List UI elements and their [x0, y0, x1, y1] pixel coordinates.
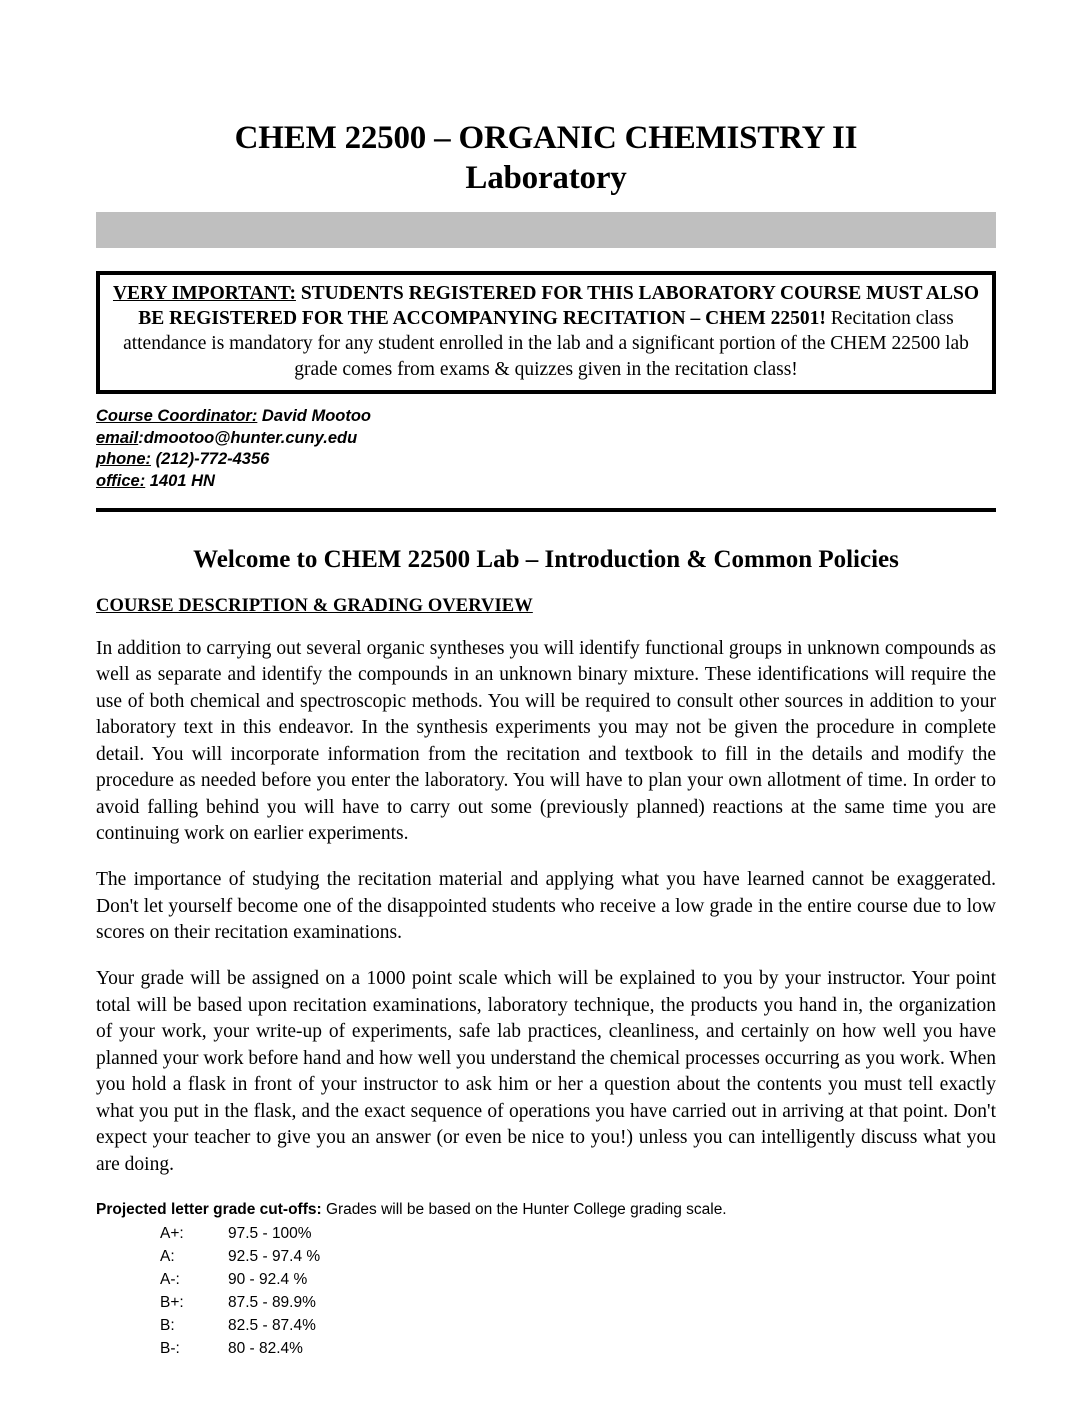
table-row	[160, 1269, 320, 1292]
table-row	[160, 1338, 320, 1361]
page-title	[96, 0, 996, 199]
grade-range: 82.5 - 87.4%	[228, 1316, 316, 1334]
very-important-normal-text: Recitation class attendance is mandatory for any student enrolled in the lab and a significant portion of the CHEM 22500 lab grade comes from exams & quizzes given in the recitation class!	[123, 307, 969, 380]
page-title-line-1: CHEM 22500 – ORGANIC CHEMISTRY II	[234, 120, 858, 156]
very-important-label: VERY IMPORTANT:	[112, 282, 296, 304]
grade-cutoffs-intro-text: Grades will be based on the Hunter College grading scale.	[321, 1201, 727, 1219]
grade-cutoffs-label: Projected letter grade cut-offs:	[96, 1201, 322, 1219]
table-row	[160, 1292, 320, 1315]
grade-cutoffs-intro	[96, 1200, 996, 1220]
phone-label: phone:	[96, 450, 151, 469]
office-row	[96, 471, 996, 493]
grade-letter: B:	[160, 1316, 175, 1334]
grade-range: 92.5 - 97.4 %	[228, 1247, 321, 1265]
page-content	[96, 0, 996, 1361]
grade-letter: A:	[160, 1247, 175, 1265]
grade-letter: B+:	[160, 1293, 184, 1311]
grade-range: 90 - 92.4 %	[228, 1270, 308, 1288]
page-title-line-2: Laboratory	[465, 160, 627, 197]
paragraph-grading-basis: Your grade will be assigned on a 1000 point scale which will be explained to you by your instructor. Your point total will be based upon recitation examinations, laboratory technique, the products you hand in, the organization of your work, your write-up of experiments, safe lab practices, cleanliness, and certainly on how well you have planned your work before hand and how well you understand the chemical processes occurring as you work. When you hold a flask in front of your instructor to ask him or her a question about the contents you must tell exactly what you put in the flask, and the exact sequence of operations you have carried out in arriving at that point. Don't expect your teacher to give you an answer (or even be nice to you!) unless you can intelligently discuss what you are doing.	[96, 968, 996, 1175]
paragraph-recitation-importance: The importance of studying the recitation material and applying what you have learned cannot be exaggerated. Don't let yourself become one of the disappointed students who receive a low grade in the entire course due to low scores on their recitation examinations.	[96, 869, 996, 944]
table-row	[160, 1315, 320, 1338]
office-value: 1401 HN	[145, 472, 215, 491]
email-row	[96, 428, 996, 450]
coordinator-value: David Mootoo	[257, 406, 371, 425]
grade-letter: B-:	[160, 1339, 180, 1357]
very-important-notice-box	[96, 271, 996, 394]
grade-letter: A-:	[160, 1270, 180, 1288]
phone-row	[96, 449, 996, 471]
table-row	[160, 1223, 320, 1246]
paragraph-course-description: In addition to carrying out several organic syntheses you will identify functional groups in unknown compounds as well as separate and identify the compounds in an unknown binary mixture. These identifications will require the use of both chemical and spectroscopic methods. You will be required to consult other sources in addition to your laboratory text in this endeavor. In the synthesis experiments you may not be given the procedure in complete detail. You will incorporate information from the recitation and textbook to fill in the details and modify the procedure as needed before you enter the laboratory. You will have to plan your own allotment of time. In order to avoid falling behind you will have to carry out some (previously planned) reactions at the same time you are continuing work on earlier experiments.	[96, 637, 996, 845]
horizontal-rule	[96, 508, 996, 512]
email-value[interactable]: :dmootoo@hunter.cuny.edu	[138, 428, 358, 447]
grade-letter: A+:	[160, 1224, 184, 1242]
very-important-bold-text: STUDENTS REGISTERED FOR THIS LABORATORY COURSE MUST ALSO BE REGISTERED FOR THE ACCOMPANYING RECITATION – CHEM 22501!	[138, 282, 980, 329]
office-label: office:	[96, 472, 146, 491]
table-row	[160, 1246, 320, 1269]
welcome-heading: Welcome to CHEM 22500 Lab – Introduction & Common Policies	[193, 545, 899, 573]
grade-range: 87.5 - 89.9%	[228, 1293, 316, 1311]
grade-range: 80 - 82.4%	[228, 1339, 303, 1357]
section-heading-course-description: COURSE DESCRIPTION & GRADING OVERVIEW	[96, 595, 533, 616]
coordinator-label: Course Coordinator:	[96, 406, 258, 425]
email-label: email	[96, 428, 139, 447]
course-coordinator-contact-block	[96, 406, 996, 493]
phone-value: (212)-772-4356	[151, 450, 270, 469]
gray-divider-bar	[96, 212, 996, 248]
very-important-notice-text	[112, 281, 980, 382]
grade-cutoffs-table	[160, 1223, 320, 1361]
coordinator-row	[96, 406, 996, 428]
grade-range: 97.5 - 100%	[228, 1224, 312, 1242]
